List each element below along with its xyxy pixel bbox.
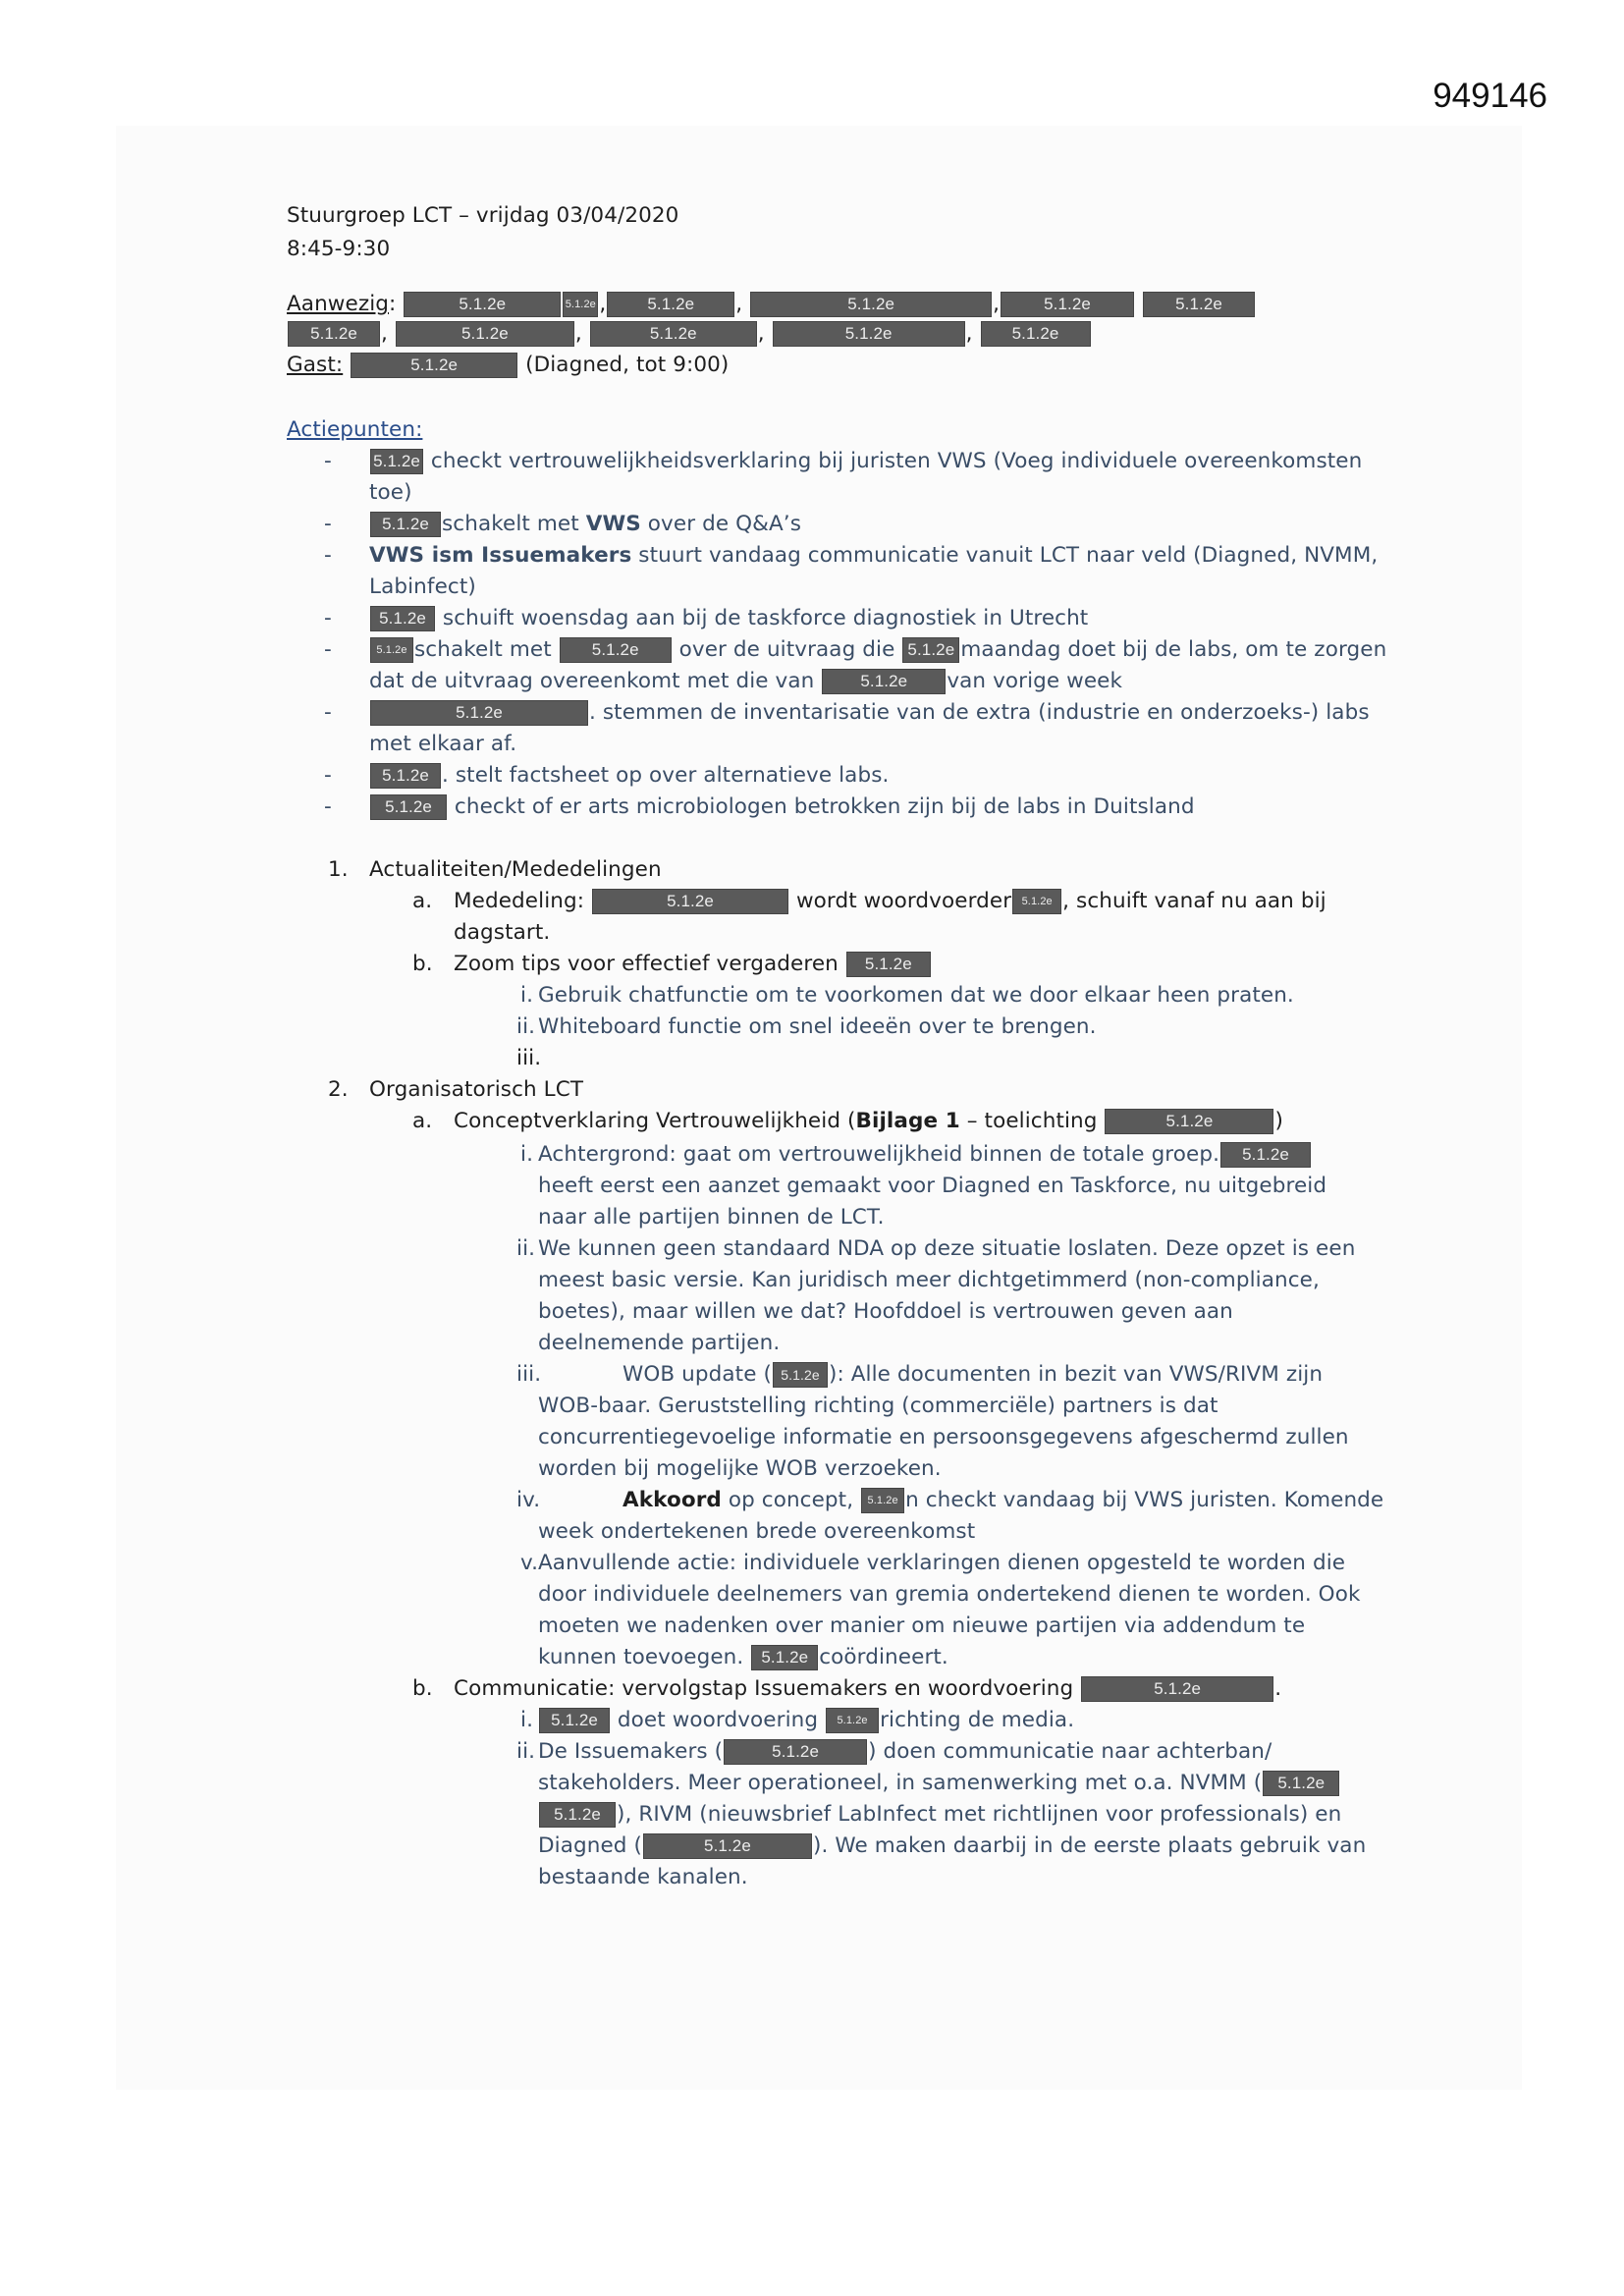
- agenda-text: ), RIVM (nieuwsbrief LabInfect met richtlijnen voor professionals) en: [617, 1802, 1342, 1827]
- concept-point-2-line3: boetes), maar willen we dat? Hoofddoel is vertrouwen geven aan: [538, 1299, 1233, 1324]
- redaction-box: 5.1.2e: [560, 637, 672, 663]
- concept-point-2-line4: deelnemende partijen.: [538, 1331, 781, 1355]
- agenda-text: Conceptverklaring Vertrouwelijkheid (: [454, 1109, 856, 1133]
- action-text: schuift woensdag aan bij de taskforce diagnostiek in Utrecht: [436, 606, 1089, 630]
- redaction-box: 5.1.2e: [902, 637, 959, 663]
- bullet-dash: -: [324, 543, 332, 568]
- redaction-box: 5.1.2e: [370, 449, 423, 474]
- agenda-text: coördineert.: [819, 1645, 948, 1669]
- concept-point-3-line4: worden bij mogelijke WOB verzoeken.: [538, 1456, 942, 1481]
- agenda-text: doet woordvoering: [611, 1708, 826, 1732]
- agenda-title-1: Actualiteiten/Mededelingen: [369, 857, 662, 882]
- agenda-letter-b: b.: [412, 952, 433, 976]
- redaction-box: 5.1.2e: [643, 1833, 812, 1859]
- agenda-text: ) doen communicatie naar achterban/: [868, 1739, 1272, 1764]
- roman-ii: ii.: [516, 1739, 536, 1764]
- redaction-box: 5.1.2e: [1143, 292, 1255, 317]
- agenda-item-2a: [454, 1106, 1283, 1137]
- bullet-dash: -: [324, 794, 332, 819]
- agenda-number-2: 2.: [328, 1077, 349, 1102]
- comm-point-2: [538, 1736, 1272, 1768]
- comm-point-2-line2: [538, 1768, 1340, 1799]
- attendance-present-row: Aanwezig: 5.1.2e 5.1.2e , 5.1.2e , 5.1.2e , 5.1.2e 5.1.2e: [287, 289, 1256, 320]
- action-item-1-cont: toe): [369, 480, 412, 505]
- agenda-text: De Issuemakers (: [538, 1739, 724, 1764]
- redaction-box: 5.1.2e: [861, 1488, 904, 1513]
- concept-point-2: We kunnen geen standaard NDA op deze situatie loslaten. Deze opzet is een: [538, 1236, 1356, 1261]
- redaction-box: 5.1.2e: [750, 292, 992, 317]
- attendance-guest-row: [287, 350, 729, 381]
- concept-point-4: [623, 1485, 1383, 1516]
- agenda-text: WOB update (: [623, 1362, 772, 1387]
- agenda-text: stakeholders. Meer operationeel, in samenwerking met o.a. NVMM (: [538, 1771, 1263, 1795]
- agenda-text: op concept,: [721, 1488, 861, 1512]
- agenda-text: Mededeling:: [454, 889, 592, 913]
- action-text: checkt vertrouwelijkheidsverklaring bij juristen VWS (Voeg individuele overeenkomsten: [424, 449, 1363, 473]
- roman-ii: ii.: [516, 1014, 536, 1039]
- agenda-letter-a: a.: [412, 1109, 433, 1133]
- redaction-box: 5.1.2e: [351, 353, 517, 378]
- redaction-box: 5.1.2e: [1105, 1109, 1273, 1134]
- agenda-letter-b: b.: [412, 1676, 433, 1701]
- action-text: maandag doet bij de labs, om te zorgen: [960, 637, 1387, 662]
- concept-point-2-line2: meest basic versie. Kan juridisch meer dichtgetimmerd (non-compliance,: [538, 1268, 1320, 1292]
- action-text: checkt of er arts microbiologen betrokken zijn bij de labs in Duitsland: [448, 794, 1195, 819]
- agenda-text: Zoom tips voor effectief vergaderen: [454, 952, 839, 976]
- roman-v: v.: [520, 1551, 539, 1575]
- roman-iv: iv.: [516, 1488, 541, 1512]
- action-item-2: [369, 509, 801, 540]
- concept-point-5: Aanvullende actie: individuele verklaringen dienen opgesteld te worden die: [538, 1551, 1346, 1575]
- concept-point-1: [538, 1139, 1312, 1171]
- comm-point-1: [538, 1705, 1074, 1736]
- agenda-text: ): [1274, 1109, 1283, 1133]
- roman-i: i.: [520, 1142, 534, 1167]
- redaction-box: 5.1.2e: [826, 1708, 879, 1733]
- agenda-title-2: Organisatorisch LCT: [369, 1077, 584, 1102]
- redaction-box: 5.1.2e: [724, 1739, 867, 1765]
- concept-point-5-line2: door individuele deelnemers van gremia ondertekend dienen te worden. Ook: [538, 1582, 1361, 1607]
- action-text: . stelt factsheet op over alternatieve labs.: [442, 763, 890, 788]
- redaction-box: 5.1.2e: [404, 292, 561, 317]
- action-item-3: [369, 540, 1378, 572]
- action-item-3-cont: Labinfect): [369, 574, 476, 599]
- agenda-item-1a-cont: dagstart.: [454, 920, 551, 945]
- redaction-box: 5.1.2e: [846, 952, 931, 977]
- zoom-tip-1: Gebruik chatfunctie om te voorkomen dat we door elkaar heen praten.: [538, 983, 1294, 1008]
- agenda-text: Communicatie: vervolgstap Issuemakers en woordvoering: [454, 1676, 1081, 1701]
- present-label: Aanwezig: [287, 292, 390, 316]
- agenda-text: kunnen toevoegen.: [538, 1645, 751, 1669]
- concept-point-3-line3: concurrentiegevoelige informatie en persoonsgegevens afgeschermd zullen: [538, 1425, 1349, 1449]
- redaction-box: 5.1.2e: [370, 606, 435, 631]
- bullet-dash: -: [324, 700, 332, 725]
- action-text-bold: VWS: [585, 512, 641, 536]
- redaction-box: 5.1.2e: [539, 1708, 610, 1733]
- redaction-box: 5.1.2e: [370, 512, 441, 537]
- redaction-box: 5.1.2e: [396, 321, 574, 347]
- guest-note: (Diagned, tot 9:00): [525, 353, 730, 377]
- action-item-6-cont: met elkaar af.: [369, 732, 517, 756]
- action-text: dat de uitvraag overeenkomt met die van: [369, 669, 822, 693]
- action-text: stuurt vandaag communicatie vanuit LCT naar veld (Diagned, NVMM,: [631, 543, 1379, 568]
- redaction-box: 5.1.2e: [981, 321, 1091, 347]
- bullet-dash: -: [324, 763, 332, 788]
- attendance-present-row-2: 5.1.2e , 5.1.2e , 5.1.2e , 5.1.2e , 5.1.2e: [287, 318, 1092, 350]
- agenda-letter-a: a.: [412, 889, 433, 913]
- bullet-dash: -: [324, 637, 332, 662]
- redaction-box: 5.1.2e: [592, 889, 788, 914]
- action-points-heading: Actiepunten:: [287, 417, 423, 442]
- redaction-box: 5.1.2e: [288, 321, 380, 347]
- action-text: over de Q&A’s: [640, 512, 802, 536]
- redaction-box: 5.1.2e: [1220, 1142, 1311, 1168]
- meeting-title: Stuurgroep LCT – vrijdag 03/04/2020: [287, 203, 679, 228]
- meeting-time: 8:45-9:30: [287, 237, 391, 261]
- bullet-dash: -: [324, 606, 332, 630]
- redaction-box: 5.1.2e: [590, 321, 757, 347]
- concept-point-5-line4: [538, 1642, 948, 1673]
- concept-point-1-line3: naar alle partijen binnen de LCT.: [538, 1205, 885, 1230]
- redaction-box: 5.1.2e: [370, 700, 588, 726]
- redaction-box: 5.1.2e: [563, 292, 598, 317]
- agenda-text: ). We maken daarbij in de eerste plaats gebruik van: [812, 1833, 1367, 1858]
- redaction-box: 5.1.2e: [822, 669, 946, 694]
- concept-point-5-line3: moeten we nadenken over manier om nieuwe partijen via addendum te: [538, 1613, 1306, 1638]
- agenda-item-1b: [454, 949, 932, 980]
- agenda-number-1: 1.: [328, 857, 349, 882]
- agenda-text: – toelichting: [959, 1109, 1105, 1133]
- agenda-text: Achtergrond: gaat om vertrouwelijkheid binnen de totale groep.: [538, 1142, 1220, 1167]
- agenda-text: ): Alle documenten in bezit van VWS/RIVM zijn: [828, 1362, 1324, 1387]
- redaction-box: 5.1.2e: [1012, 889, 1061, 914]
- concept-point-1-line2: heeft eerst een aanzet gemaakt voor Diagned en Taskforce, nu uitgebreid: [538, 1174, 1327, 1198]
- document-number: 949146: [1433, 77, 1547, 115]
- redaction-box: 5.1.2e: [370, 794, 447, 820]
- action-text: schakelt met: [442, 512, 586, 536]
- action-text: over de uitvraag die: [672, 637, 902, 662]
- action-text: schakelt met: [414, 637, 559, 662]
- roman-i: i.: [520, 983, 534, 1008]
- comm-point-2-line3: [538, 1799, 1341, 1831]
- concept-point-3-line2: WOB-baar. Geruststelling richting (commerciële) partners is dat: [538, 1394, 1218, 1418]
- concept-point-4-line2: week ondertekenen brede overeenkomst: [538, 1519, 976, 1544]
- agenda-text: n checkt vandaag bij VWS juristen. Komende: [905, 1488, 1384, 1512]
- agenda-text: , schuift vanaf nu aan bij: [1062, 889, 1326, 913]
- action-item-7: [369, 760, 889, 792]
- action-item-5: [369, 634, 1386, 666]
- roman-iii: iii.: [516, 1362, 542, 1387]
- redaction-box: 5.1.2e: [773, 321, 965, 347]
- guest-label: Gast:: [287, 353, 344, 377]
- action-item-4: [369, 603, 1088, 634]
- redaction-box: 5.1.2e: [1001, 292, 1134, 317]
- redaction-box: 5.1.2e: [1081, 1676, 1273, 1702]
- roman-ii: ii.: [516, 1236, 536, 1261]
- roman-iii: iii.: [516, 1046, 542, 1070]
- concept-point-3: [623, 1359, 1323, 1391]
- redaction-box: 5.1.2e: [773, 1362, 828, 1388]
- action-item-6: [369, 697, 1370, 729]
- action-text: van vorige week: [947, 669, 1123, 693]
- agenda-text-bold: Akkoord: [623, 1488, 722, 1512]
- redaction-box: 5.1.2e: [539, 1802, 616, 1828]
- redaction-box: 5.1.2e: [607, 292, 734, 317]
- redaction-box: 5.1.2e: [370, 763, 441, 789]
- action-text-bold: VWS ism Issuemakers: [369, 543, 632, 568]
- agenda-text: Diagned (: [538, 1833, 642, 1858]
- comm-point-2-line4: [538, 1831, 1366, 1862]
- redaction-box: 5.1.2e: [370, 637, 413, 663]
- redaction-box: 5.1.2e: [751, 1645, 818, 1670]
- redaction-box: 5.1.2e: [1263, 1771, 1339, 1796]
- zoom-tip-2: Whiteboard functie om snel ideeën over te brengen.: [538, 1014, 1097, 1039]
- agenda-text: .: [1274, 1676, 1282, 1701]
- action-text: . stemmen de inventarisatie van de extra (industrie en onderzoeks-) labs: [589, 700, 1370, 725]
- bullet-dash: -: [324, 449, 332, 473]
- roman-i: i.: [520, 1708, 534, 1732]
- action-item-5-cont: [369, 666, 1122, 697]
- bullet-dash: -: [324, 512, 332, 536]
- agenda-item-2b: [454, 1673, 1281, 1705]
- comm-point-2-line5: bestaande kanalen.: [538, 1865, 748, 1889]
- agenda-text: richting de media.: [880, 1708, 1075, 1732]
- agenda-text: wordt woordvoerder: [789, 889, 1012, 913]
- action-item-1: [369, 446, 1362, 477]
- agenda-item-1a: [454, 886, 1326, 917]
- action-item-8: [369, 792, 1195, 823]
- agenda-text-bold: Bijlage 1: [855, 1109, 960, 1133]
